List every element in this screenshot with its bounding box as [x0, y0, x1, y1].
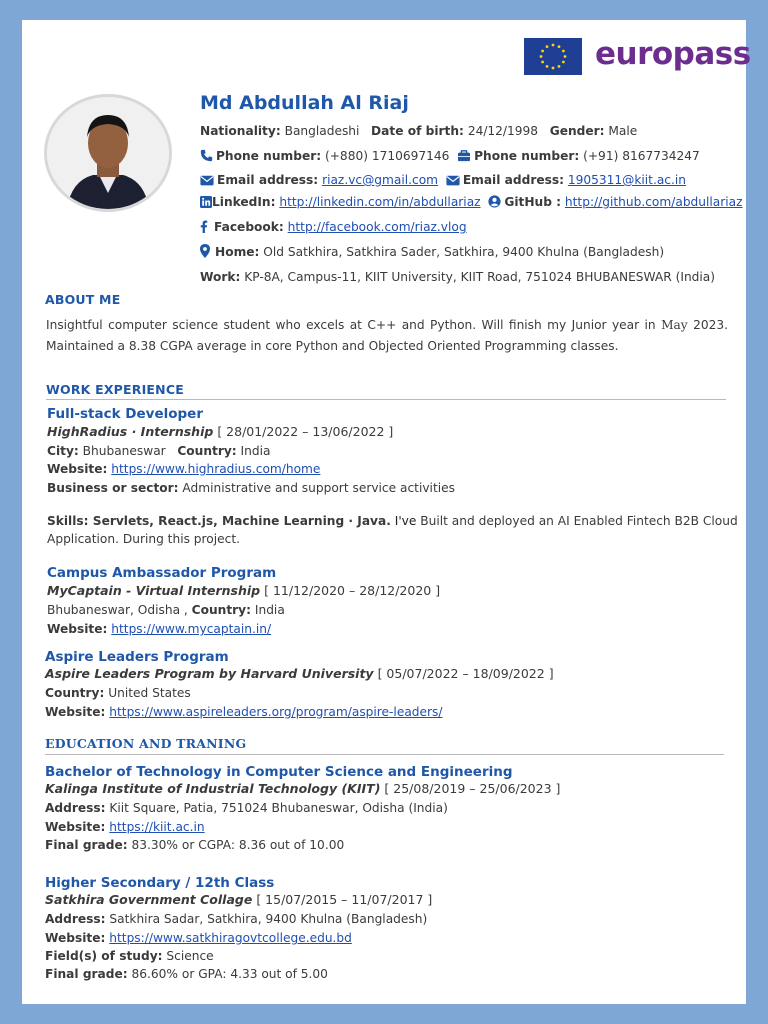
mail-icon: [446, 175, 460, 189]
section-divider: [45, 754, 724, 755]
email-link-1[interactable]: riaz.vc@gmail.com: [322, 173, 439, 187]
job-org-row: [45, 666, 554, 681]
gender-label: Gender:: [549, 124, 605, 138]
job-skills-row: Skills: Servlets, React.js, Machine Learning · Java. I've Built and deployed an AI Enabled Fintech B2B Cloud: [47, 514, 738, 528]
dob-label: Date of birth:: [371, 124, 464, 138]
dob-value: 24/12/1998: [467, 124, 539, 138]
nationality-label: Nationality:: [200, 124, 281, 138]
profile-photo: [44, 94, 172, 212]
job-title: Aspire Leaders Program: [45, 649, 229, 665]
job-country: India: [240, 444, 271, 458]
phone-label: Phone number:: [216, 149, 322, 163]
education-title: Bachelor of Technology in Computer Science and Engineering: [45, 764, 513, 780]
linkedin-label: LinkedIn:: [212, 195, 276, 209]
education-institution: Satkhira Government Collage: [45, 892, 253, 907]
social-row: [200, 195, 743, 211]
phone-label-2: Phone number:: [474, 149, 580, 163]
education-dates: [ 15/07/2015 – 11/07/2017 ]: [256, 892, 433, 907]
email-label-2: Email address:: [462, 173, 564, 187]
job-dates: [ 11/12/2020 – 28/12/2020 ]: [264, 583, 441, 598]
education-dates: [ 25/08/2019 – 25/06/2023 ]: [384, 781, 561, 796]
job-website-link[interactable]: https://www.mycaptain.in/: [111, 622, 272, 636]
phone-row: [200, 149, 700, 165]
job-website-row: Website: https://www.mycaptain.in/: [47, 622, 272, 636]
facebook-row: [200, 220, 467, 236]
job-title: Campus Ambassador Program: [47, 565, 277, 581]
home-address: Old Satkhira, Satkhira Sader, Satkhira, 9400 Khulna (Bangladesh): [263, 245, 665, 259]
job-website-row: Website: https://www.aspireleaders.org/program/aspire-leaders/: [45, 705, 443, 719]
phone-icon: [200, 149, 213, 165]
section-divider: [46, 399, 726, 400]
job-country-row: Country: United States: [45, 686, 191, 700]
education-website-row: Website: https://www.satkhiragovtcollege.edu.bd: [45, 931, 352, 945]
phone-number-1: (+880) 1710697146: [324, 149, 450, 163]
education-grade-row: Final grade: 83.30% or CGPA: 8.36 out of 10.00: [45, 838, 345, 852]
facebook-icon: [200, 220, 208, 236]
job-organization: HighRadius · Internship: [47, 424, 214, 439]
job-organization: Aspire Leaders Program by Harvard University: [45, 666, 374, 681]
facebook-label: Facebook:: [214, 220, 284, 234]
about-me-heading: ABOUT ME: [45, 292, 121, 307]
job-sector-row: Business or sector: Administrative and support service activities: [47, 481, 455, 495]
nationality-value: Bangladeshi: [284, 124, 360, 138]
education-field: Science: [166, 949, 214, 963]
education-website-link[interactable]: https://kiit.ac.in: [109, 820, 205, 834]
home-address-row: [200, 244, 664, 261]
job-skills: Skills: Servlets, React.js, Machine Learning · Java.: [47, 514, 391, 528]
education-address-row: Address: Satkhira Sadar, Satkhira, 9400 Khulna (Bangladesh): [45, 912, 428, 926]
job-location-row: Bhubaneswar, Odisha , Country: India: [47, 603, 285, 617]
education-address-row: Address: Kiit Square, Patia, 751024 Bhubaneswar, Odisha (India): [45, 801, 448, 815]
user-circle-icon: [488, 195, 501, 211]
job-website-link[interactable]: https://www.highradius.com/home: [111, 462, 321, 476]
job-organization: MyCaptain - Virtual Internship: [47, 583, 261, 598]
candidate-name: Md Abdullah Al Riaj: [200, 92, 409, 114]
job-location: Bhubaneswar, Odisha ,: [47, 603, 188, 617]
work-address-row: [200, 270, 715, 284]
job-sector: Administrative and support service activities: [182, 481, 455, 495]
education-field-row: Field(s) of study: Science: [45, 949, 214, 963]
job-dates: [ 28/01/2022 – 13/06/2022 ]: [217, 424, 394, 439]
linkedin-link[interactable]: http://linkedin.com/in/abdullariaz: [279, 195, 481, 209]
cv-page: [22, 20, 751, 1004]
email-row: [200, 173, 686, 189]
education-website-row: Website: https://kiit.ac.in: [45, 820, 205, 834]
job-org-row: [47, 424, 393, 439]
job-country: United States: [108, 686, 191, 700]
europass-logo-text: europass: [595, 36, 751, 72]
education-address: Satkhira Sadar, Satkhira, 9400 Khulna (Bangladesh): [109, 912, 428, 926]
about-me-text: Insightful computer science student who excels at C++ and Python. Will finish my Junior year in May 2023. Maintained a 8.38 CGPA average in core Python and Objected Oriented Programming classes.: [46, 318, 728, 353]
job-location-row: City: Bhubaneswar Country: India: [47, 444, 271, 458]
mail-icon: [200, 175, 214, 189]
education-org-row: [45, 781, 560, 796]
job-dates: [ 05/07/2022 – 18/09/2022 ]: [377, 666, 554, 681]
email-link-2[interactable]: 1905311@kiit.ac.in: [567, 173, 686, 187]
work-address: KP-8A, Campus-11, KIIT University, KIIT Road, 751024 BHUBANESWAR (India): [244, 270, 716, 284]
education-address: Kiit Square, Patia, 751024 Bhubaneswar, Odisha (India): [109, 801, 448, 815]
education-org-row: [45, 892, 432, 907]
job-country: India: [254, 603, 285, 617]
job-website-link[interactable]: https://www.aspireleaders.org/program/aspire-leaders/: [109, 705, 443, 719]
education-website-link[interactable]: https://www.satkhiragovtcollege.edu.bd: [109, 931, 352, 945]
phone-number-2: (+91) 8167734247: [583, 149, 700, 163]
job-website-row: Website: https://www.highradius.com/home: [47, 462, 321, 476]
education-title: Higher Secondary / 12th Class: [45, 875, 275, 891]
education-grade: 83.30% or CGPA: 8.36 out of 10.00: [131, 838, 345, 852]
briefcase-icon: [457, 150, 471, 165]
job-skills-row-2: Application. During this project.: [47, 532, 240, 546]
job-title: Full-stack Developer: [47, 406, 203, 422]
education-institution: Kalinga Institute of Industrial Technology (KIIT): [45, 781, 381, 796]
job-org-row: [47, 583, 440, 598]
education-grade-row: Final grade: 86.60% or GPA: 4.33 out of 5.00: [45, 967, 328, 981]
gender-value: Male: [608, 124, 638, 138]
facebook-link[interactable]: http://facebook.com/riaz.vlog: [287, 220, 467, 234]
github-link[interactable]: http://github.com/abdullariaz: [564, 195, 743, 209]
email-label: Email address:: [217, 173, 319, 187]
personal-info-row: [200, 124, 637, 138]
linkedin-icon: [200, 196, 212, 211]
education-grade: 86.60% or GPA: 4.33 out of 5.00: [131, 967, 328, 981]
education-heading: EDUCATION AND TRANING: [45, 736, 247, 751]
home-label: Home:: [215, 245, 260, 259]
work-label: Work:: [200, 270, 241, 284]
location-pin-icon: [200, 244, 210, 261]
job-city: Bhubaneswar: [82, 444, 166, 458]
github-label: GitHub :: [504, 195, 562, 209]
work-experience-heading: WORK EXPERIENCE: [46, 382, 184, 397]
eu-flag-logo: [524, 38, 582, 75]
